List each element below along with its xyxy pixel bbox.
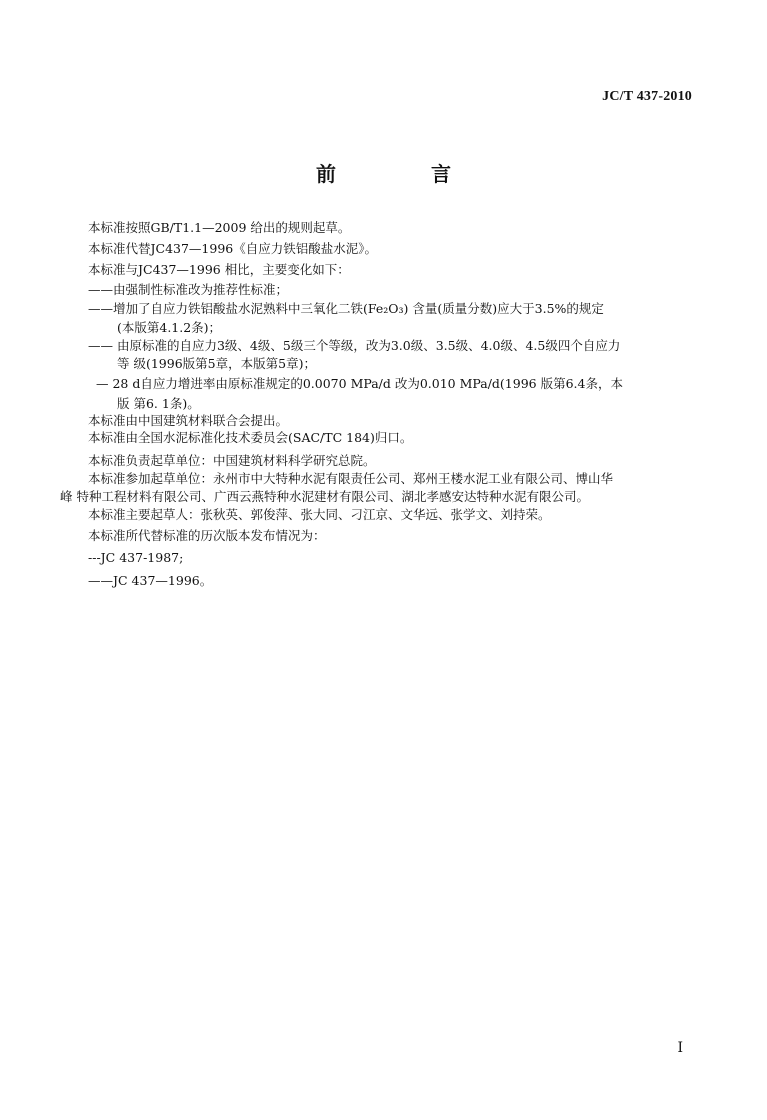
text-line-change-3-cont: 等 级(1996版第5章，本版第5章)； bbox=[117, 356, 316, 371]
page-number: I bbox=[677, 1040, 683, 1056]
text-line-change-3: —— 由原标准的自应力3级、4级、5级三个等级，改为3.0级、3.5级、4.0级、4.5级四个自应力 bbox=[88, 338, 621, 353]
text-line-history-1: ---JC 437-1987; bbox=[88, 550, 184, 565]
text-line-proposed: 本标准由中国建筑材料联合会提出。 bbox=[88, 413, 289, 428]
text-line-centralized: 本标准由全国水泥标准化技术委员会(SAC/TC 184)归口。 bbox=[88, 430, 413, 445]
text-line-change-4-cont: 版 第6. 1条)。 bbox=[117, 396, 200, 411]
text-line-change-4: — 28 d自应力增进率由原标准规定的0.0070 MPa/d 改为0.010 MPa/d(1996 版第6.4条，本 bbox=[96, 376, 623, 391]
text-line-change-1: ——由强制性标准改为推荐性标准； bbox=[88, 282, 289, 297]
text-line-participants: 本标准参加起草单位：永州市中大特种水泥有限责任公司、郑州王楼水泥工业有限公司、博山华 bbox=[88, 471, 614, 486]
standard-code: JC/T 437-2010 bbox=[602, 89, 692, 104]
text-line-change-2-cont: (本版第4.1.2条)； bbox=[117, 320, 222, 335]
text-line-participants-cont: 峰 特种工程材料有限公司、广西云燕特种水泥建材有限公司、湖北孝感安达特种水泥有限公司。 bbox=[60, 489, 589, 504]
text-line-change-2: ——增加了自应力铁铝酸盐水泥熟料中三氧化二铁(Fe₂O₃) 含量(质量分数)应大于3.5%的规定 bbox=[88, 301, 604, 316]
text-line-history-intro: 本标准所代替标准的历次版本发布情况为： bbox=[88, 528, 326, 543]
text-line-lead-drafter: 本标准负责起草单位：中国建筑材料科学研究总院。 bbox=[88, 453, 376, 468]
page-title: 前 言 bbox=[316, 162, 495, 186]
text-line-history-2: ——JC 437—1996。 bbox=[88, 573, 213, 588]
text-line-changes-intro: 本标准与JC437—1996 相比，主要变化如下： bbox=[88, 262, 350, 277]
text-line-drafters: 本标准主要起草人：张秋英、郭俊萍、张大同、刁江京、文华远、张学文、刘持荣。 bbox=[88, 507, 551, 522]
text-line-replaces: 本标准代替JC437—1996《自应力铁铝酸盐水泥》。 bbox=[88, 241, 377, 256]
text-line-basis: 本标准按照GB/T1.1—2009 给出的规则起草。 bbox=[88, 220, 351, 235]
